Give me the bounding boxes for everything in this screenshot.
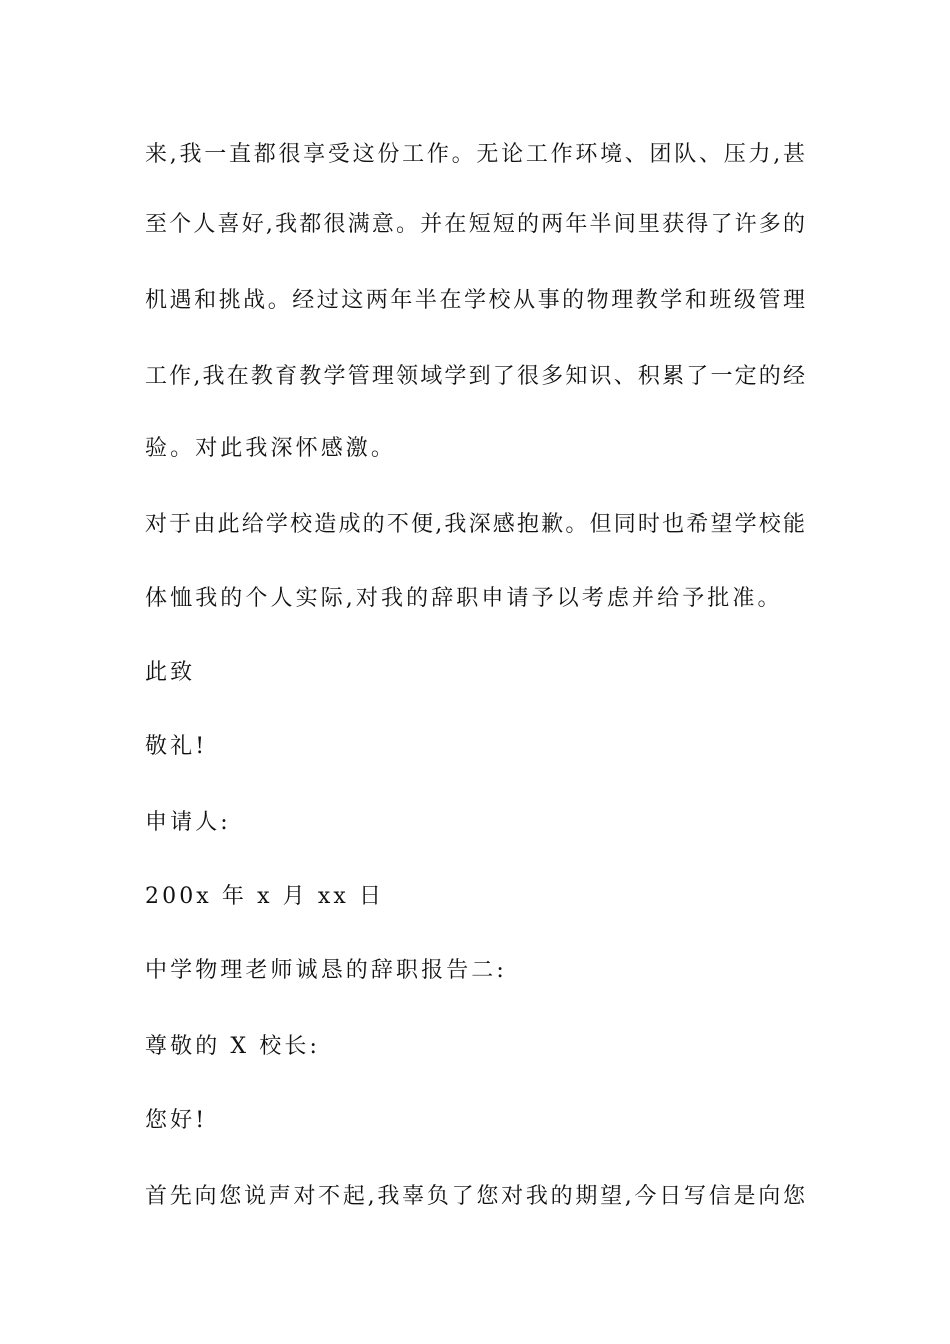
addressee-text: 尊敬的 X 校长: <box>145 1034 320 1059</box>
paragraph-line: 验。对此我深怀感激。 <box>145 436 397 461</box>
closing-text: 此致 <box>145 660 196 685</box>
applicant-label: 申请人: <box>145 810 231 835</box>
paragraph-line: 工作,我在教育教学管理领域学到了很多知识、积累了一定的经 <box>145 364 805 389</box>
paragraph-line: 机遇和挑战。经过这两年半在学校从事的物理教学和班级管理 <box>145 288 805 313</box>
paragraph-line: 体恤我的个人实际,对我的辞职申请予以考虑并给予批准。 <box>145 586 783 611</box>
greeting-text: 您好! <box>145 1108 208 1133</box>
salute-text: 敬礼! <box>145 734 208 759</box>
paragraph-line: 对于由此给学校造成的不便,我深感抱歉。但同时也希望学校能 <box>145 512 805 537</box>
paragraph-line: 来,我一直都很享受这份工作。无论工作环境、团队、压力,甚 <box>145 142 805 167</box>
paragraph-line: 首先向您说声对不起,我辜负了您对我的期望,今日写信是向您 <box>145 1184 805 1209</box>
date-text: 200x 年 x 月 xx 日 <box>145 884 385 909</box>
paragraph-line: 至个人喜好,我都很满意。并在短短的两年半间里获得了许多的 <box>145 212 805 237</box>
section-title: 中学物理老师诚恳的辞职报告二: <box>145 958 507 983</box>
